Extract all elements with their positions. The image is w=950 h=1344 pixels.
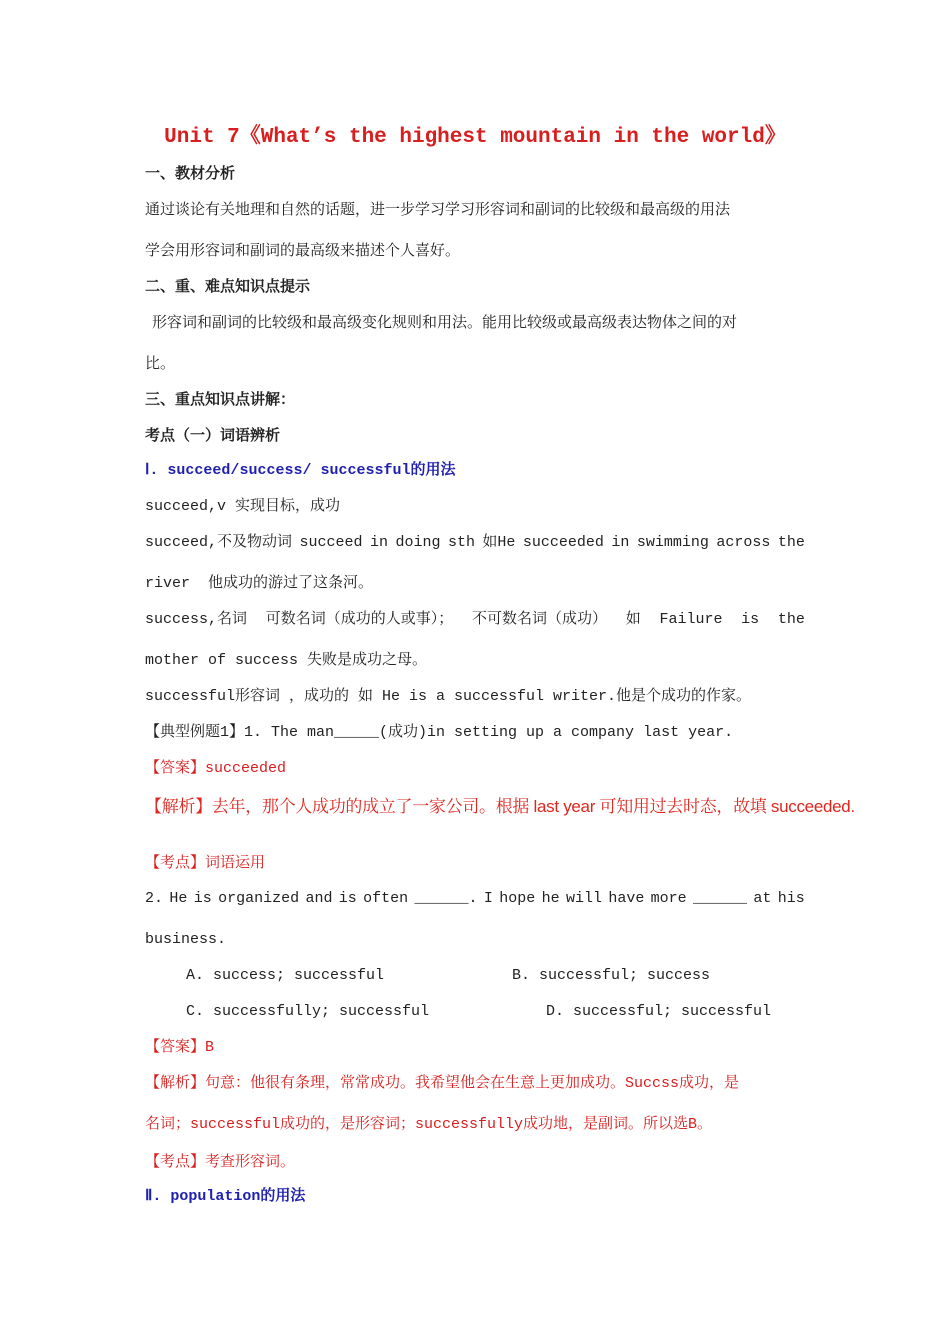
word: the: [777, 534, 805, 551]
word: succeed,不及物动词: [145, 534, 293, 551]
word: in: [369, 534, 388, 551]
word: doing: [395, 534, 441, 551]
word: hope: [499, 890, 536, 907]
vocab-line: mother of success 失败是成功之母。: [145, 652, 428, 669]
word: success,名词: [145, 611, 248, 628]
section-heading-3: 三、重点知识点讲解：: [145, 390, 296, 408]
word: have: [608, 890, 645, 907]
example-analysis: 【解析】句意：他很有条理，常常成功。我希望他会在生意上更加成功。Succss成功，是: [145, 1075, 740, 1092]
word: is: [741, 611, 760, 628]
word: Failure: [659, 611, 723, 628]
word: I: [483, 890, 493, 907]
word: 如He: [482, 534, 516, 551]
word: ______: [693, 890, 748, 907]
word: 可数名词（成功的人或事）；: [265, 611, 454, 628]
word: at: [753, 890, 772, 907]
word: in: [611, 534, 630, 551]
word: is: [338, 890, 357, 907]
example-key-point: 【考点】词语运用: [145, 853, 266, 871]
word: swimming: [636, 534, 709, 551]
word: across: [716, 534, 771, 551]
section-heading-2: 二、重、难点知识点提示: [145, 277, 311, 295]
example-question: business.: [145, 931, 227, 948]
subsection-heading: Ⅱ. population的用法: [145, 1188, 306, 1205]
example-question: [145, 889, 805, 909]
section-heading-1: 一、教材分析: [145, 164, 236, 182]
word: ______.: [414, 890, 478, 907]
example-analysis: 【解析】去年，那个人成功的成立了一家公司。根据 last year 可知用过去时态，故填 succeeded.: [145, 797, 855, 816]
option-a: A. success; successful: [186, 967, 385, 984]
word: is: [193, 890, 212, 907]
word: often: [363, 890, 409, 907]
word: will: [565, 890, 602, 907]
paragraph-text: 学会用形容词和副词的最高级来描述个人喜好。: [145, 241, 461, 259]
vocab-line: successful形容词 ，成功的 如 He is a successful writer.他是个成功的作家。: [145, 688, 752, 705]
word: 2.: [145, 890, 164, 907]
word: the: [777, 611, 805, 628]
vocab-line: [145, 610, 805, 630]
vocab-line: [145, 533, 805, 553]
example-analysis: 名词；successful成功的，是形容词；successfully成功地，是副词。所以选B。: [145, 1116, 713, 1133]
example-answer: 【答案】B: [145, 1039, 215, 1056]
option-b: B. successful; success: [512, 967, 711, 984]
option-d: D. successful; successful: [546, 1003, 772, 1020]
word: he: [541, 890, 560, 907]
word: 如: [625, 611, 641, 628]
word: He: [169, 890, 188, 907]
vocab-line: succeed,v 实现目标，成功: [145, 498, 341, 515]
subsection-heading: Ⅰ. succeed/success/ successful的用法: [145, 462, 456, 479]
example-key-point: 【考点】考查形容词。: [145, 1152, 296, 1170]
vocab-line: river 他成功的游过了这条河。: [145, 575, 374, 592]
word: more: [650, 890, 687, 907]
paragraph-text: 通过谈论有关地理和自然的话题，进一步学习学习形容词和副词的比较级和最高级的用法: [145, 200, 731, 218]
word: succeeded: [522, 534, 604, 551]
word: sth: [447, 534, 475, 551]
option-c: C. successfully; successful: [186, 1003, 430, 1020]
paragraph-text: 形容词和副词的比较级和最高级变化规则和用法。能用比较级或最高级表达物体之间的对: [152, 313, 738, 331]
word: succeed: [299, 534, 363, 551]
word: 不可数名词（成功）: [471, 611, 607, 628]
paragraph-text: 比。: [145, 354, 176, 372]
example-answer: 【答案】succeeded: [145, 760, 287, 777]
document-title: Unit 7《What’s the highest mountain in the world》: [164, 126, 786, 149]
word: his: [777, 890, 805, 907]
word: organized: [218, 890, 300, 907]
word: and: [305, 890, 333, 907]
key-point-heading: 考点（一）词语辨析: [145, 426, 281, 444]
example-question: 【典型例题1】1. The man_____(成功)in setting up a company last year.: [145, 724, 734, 741]
